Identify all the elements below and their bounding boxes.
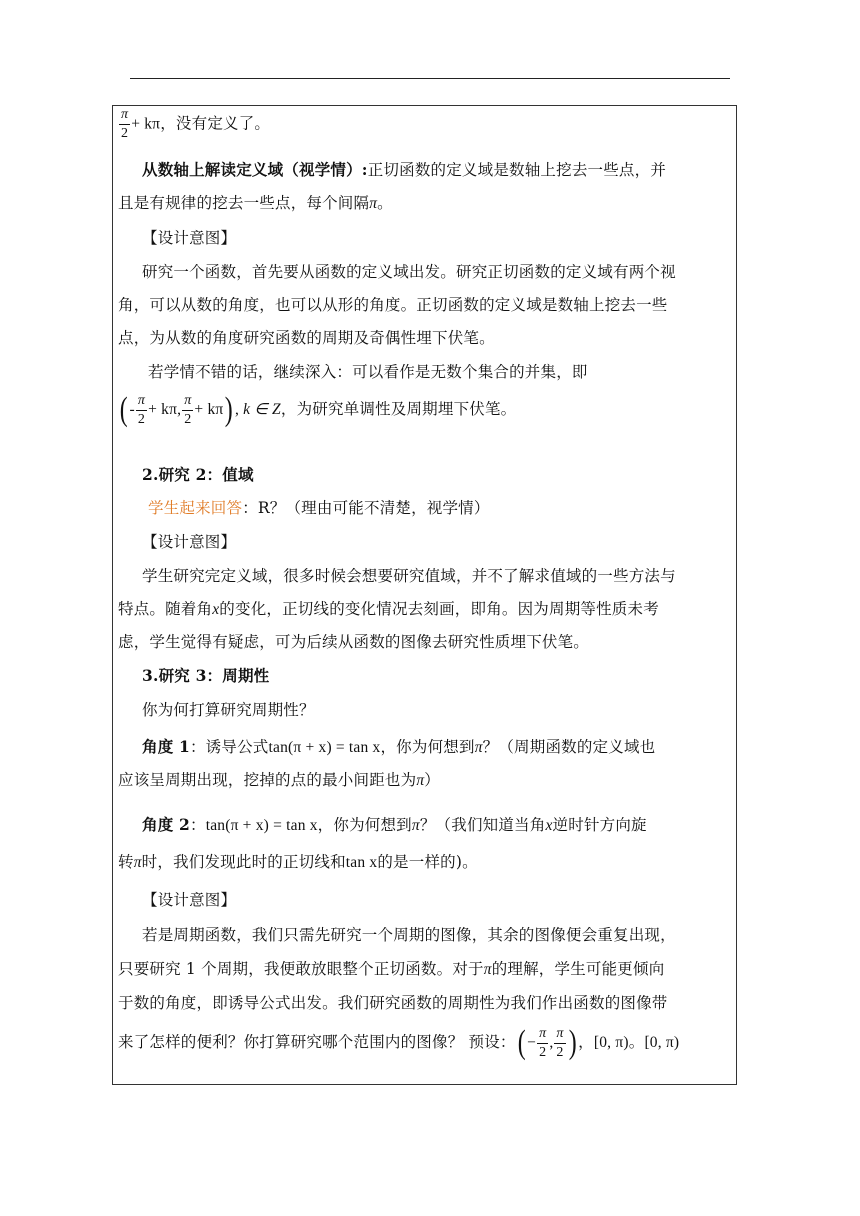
formula-plus-kpi: + kπ <box>131 115 161 133</box>
paragraph-period-line2: 只要研究 1 个周期，我便敢放眼整个正切函数。对于π的理解，学生可能更倾向 <box>118 960 665 978</box>
paragraph-study1-line3: 点，为从数的角度研究函数的周期及奇偶性埋下伏笔。 <box>118 329 495 347</box>
paragraph-range: 学生起来回答：R？（理由可能不清楚，视学情） <box>148 499 490 517</box>
angle1-line2: 应该呈周期出现，挖掉的点的最小间距也为π） <box>118 771 440 789</box>
paragraph-study2-line1: 学生研究完定义域，很多时候会想要研究值域，并不了解求值域的一些方法与 <box>142 567 676 585</box>
fraction-pi-over-2: $\frac{\pi}{2}$ <box>121 107 129 141</box>
heading-study2: 2.研究 2：值域 <box>142 465 254 484</box>
paragraph-period-line3: 于数的角度，即诱导公式出发。我们研究函数的周期性为我们作出函数的图像带 <box>118 994 668 1012</box>
angle2-line2: 转π时，我们发现此时的正切线和tan x的是一样的)。 <box>118 853 478 871</box>
line-domain-end: $\frac{\pi}{2}$ + kπ，没有定义了。 <box>121 107 271 141</box>
paragraph-period-line1: 若是周期函数，我们只需先研究一个周期的图像，其余的图像便会重复出现， <box>142 926 676 944</box>
interval-formula-line: ( - $\frac{\pi}{2}$ + kπ, $\frac{\pi}{2}$ + kπ) , k ∈ Z，为研究单调性及周期埋下伏笔。 <box>119 391 517 428</box>
angle2-line1: 角度 2：tan(π + x) = tan x，你为何想到π？（我们知道当角x逆时针方向旋 <box>142 815 647 834</box>
question-why-period: 你为何打算研究周期性？ <box>142 701 315 719</box>
page-header-rule <box>130 78 730 79</box>
paragraph-period-line4: 来了怎样的便利？你打算研究哪个范围内的图像？ 预设：( − $\frac{\pi}{2}$ , $\frac{\pi}{2}$ ) ，[0, π)。[0, π) <box>118 1024 680 1061</box>
paragraph-domain-line2: 且是有规律的挖去一些点，每个间隔π。 <box>118 194 393 212</box>
angle1-line1: 角度 1：诱导公式tan(π + x) = tan x，你为何想到π？（周期函数的定义域也 <box>142 737 656 756</box>
design-intent-heading-1: 【设计意图】 <box>142 229 237 247</box>
paragraph-study1-line2: 角，可以从数的角度，也可以从形的角度。正切函数的定义域是数轴上挖去一些 <box>118 296 668 314</box>
paragraph-deepen: 若学情不错的话，继续深入：可以看作是无数个集合的并集，即 <box>148 363 588 381</box>
design-intent-heading-3: 【设计意图】 <box>142 891 237 909</box>
design-intent-heading-2: 【设计意图】 <box>142 533 237 551</box>
paragraph-study2-line3: 虑，学生觉得有疑虑，可为后续从函数的图像去研究性质埋下伏笔。 <box>118 633 590 651</box>
heading-study3: 3.研究 3：周期性 <box>142 666 270 685</box>
paragraph-study1-line1: 研究一个函数，首先要从函数的定义域出发。研究正切函数的定义域有两个视 <box>142 263 676 281</box>
paragraph-domain-line1: 从数轴上解读定义域（视学情）:正切函数的定义域是数轴上挖去一些点，并 <box>142 160 667 179</box>
paragraph-study2-line2: 特点。随着角x的变化，正切线的变化情况去刻画，即角。因为周期等性质未考 <box>118 600 659 618</box>
